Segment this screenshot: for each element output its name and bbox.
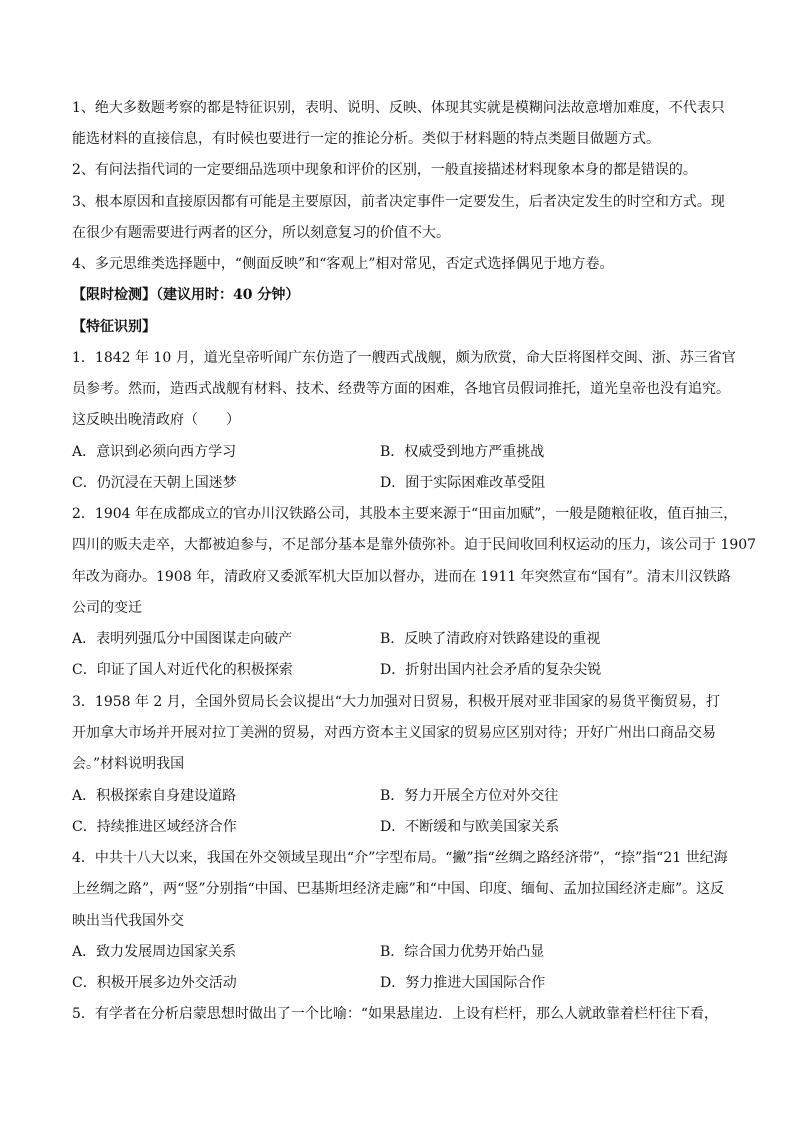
note-line: 能选材料的直接信息，有时候也要进行一定的推论分析。类似于材料题的特点类题目做题方式。 [72,131,660,147]
question-3-option-d: D．不断缓和与欧美国家关系 [380,819,560,835]
question-2-option-a: A．表明列强瓜分中国图谋走向破产 [72,631,293,647]
note-line: 在很少有题需要进行两者的区分，所以刻意复习的价值不大。 [72,225,450,241]
question-1-option-d: D．囿于实际困难改革受阻 [380,475,546,491]
question-3-line: 会。”材料说明我国 [72,756,185,772]
question-2-line: 年改为商办。1908 年，清政府又委派军机大臣加以督办，进而在 1911 年突然宣布“国有”。清末川汉铁路 [72,569,731,585]
question-4-option-c: C．积极开展多边外交活动 [72,975,237,991]
question-2-option-d: D．折射出国内社会矛盾的复杂尖锐 [380,662,602,678]
question-2-line: 2．1904 年在成都成立的官办川汉铁路公司，其股本主要来源于“田亩加赋”，一般是随粮征收，值百抽三， [72,506,738,522]
question-4-option-a: A．致力发展周边国家关系 [72,944,237,960]
question-1-line: 这反映出晚清政府（ ） [72,412,240,428]
section-heading-feature: 【特征识别】 [72,319,156,335]
question-1-line: 1．1842 年 10 月，道光皇帝听闻广东仿造了一艘西式战舰，颇为欣赏，命大臣将图样交闽、浙、苏三省官 [72,350,736,366]
question-2-option-b: B．反映了清政府对铁路建设的重视 [380,631,601,647]
question-1-option-c: C．仍沉浸在天朝上国迷梦 [72,475,237,491]
section-heading-timed: 【限时检测】（建议用时：40 分钟） [72,287,300,303]
question-4-option-d: D．努力推进大国国际合作 [380,975,546,991]
question-4-option-b: B．综合国力优势开始凸显 [380,944,545,960]
question-1-option-b: B．权威受到地方严重挑战 [380,444,545,460]
question-3-line: 开加拿大市场并开展对拉丁美洲的贸易，对西方资本主义国家的贸易应区别对待；开好广州出口商品交易 [72,725,716,741]
question-4-line: 4．中共十八大以来，我国在外交领域呈现出“介”字型布局。“撇”指“丝绸之路经济带”，“捺”指“21 世纪海 [72,850,728,866]
question-3-option-c: C．持续推进区域经济合作 [72,819,237,835]
question-3-line: 3．1958 年 2 月，全国外贸局长会议提出“大力加强对日贸易，积极开展对亚非国家的易货平衡贸易，打 [72,694,720,710]
question-2-line: 公司的变迁 [72,600,142,616]
question-3-option-a: A．积极探索自身建设道路 [72,788,237,804]
note-line: 4、多元思维类选择题中，“侧面反映”和“客观上”相对常见，否定式选择偶见于地方卷。 [72,256,614,272]
question-5-line: 5．有学者在分析启蒙思想时做出了一个比喻：“如果悬崖边．上设有栏杆，那么人就敢靠着栏杆往下看， [72,1006,719,1022]
question-4-line: 映出当代我国外交 [72,913,184,929]
note-line: 3、根本原因和直接原因都有可能是主要原因，前者决定事件一定要发生，后者决定发生的时空和方式。现 [72,194,725,210]
question-1-option-a: A．意识到必须向西方学习 [72,444,237,460]
question-2-line: 四川的贩夫走卒，大都被迫参与，不足部分基本是靠外债弥补。迫于民间收回利权运动的压力，该公司于 1907 [72,537,757,553]
question-1-line: 员参考。然而，造西式战舰有材料、技术、经费等方面的困难，各地官员假词推托，道光皇帝也没有追究。 [72,381,730,397]
question-3-option-b: B．努力开展全方位对外交往 [380,788,559,804]
note-line: 1、绝大多数题考察的都是特征识别，表明、说明、反映、体现其实就是模糊问法故意增加难度，不代表只 [72,100,725,116]
note-line: 2、有问法指代词的一定要细品选项中现象和评价的区别，一般直接描述材料现象本身的都是错误的。 [72,162,697,178]
question-4-line: 上丝绸之路”，两“竖”分别指“中国、巴基斯坦经济走廊”和“中国、印度、缅甸、孟加拉国经济走廊”。这反 [72,881,725,897]
question-2-option-c: C．印证了国人对近代化的积极探索 [72,662,293,678]
